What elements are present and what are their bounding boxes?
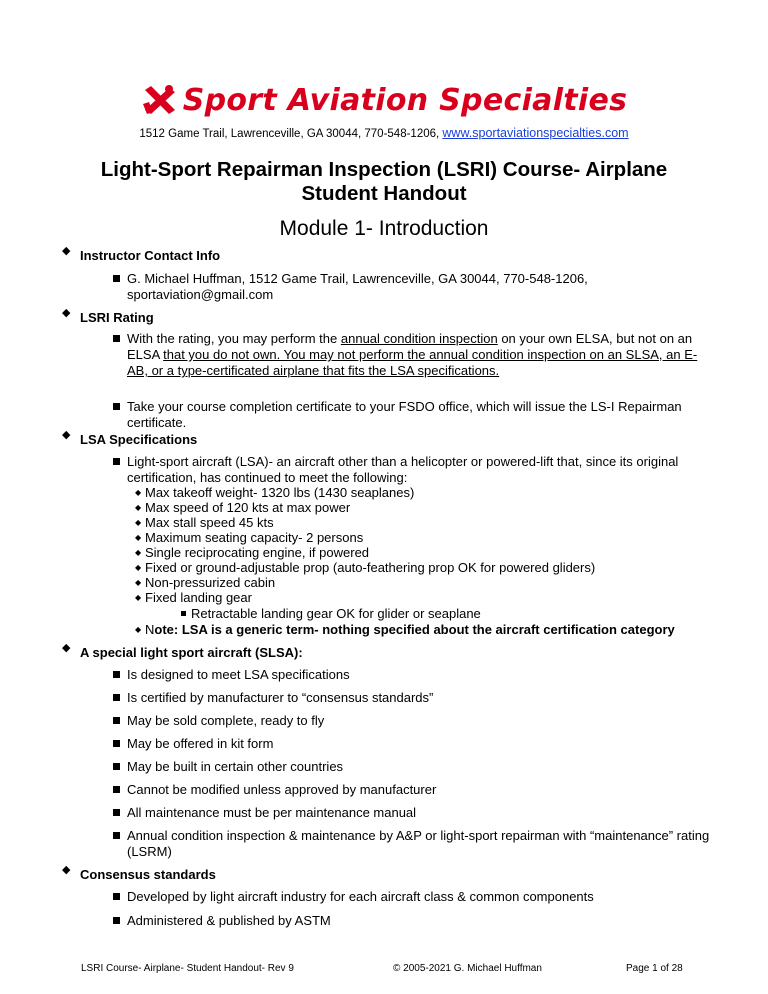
item-text: Take your course completion certificate to your FSDO office, which will issue the LS-I Repairman — [127, 399, 682, 414]
square-bullet-icon — [113, 917, 120, 924]
list-item — [127, 454, 687, 486]
item-text: Light-sport aircraft (LSA)- an aircraft other than a helicopter or powered-lift that, since its original — [127, 454, 679, 469]
section-instructor — [62, 245, 221, 263]
section-lsri — [62, 307, 154, 325]
item-text: ELSA that you do not own. You may not perform the annual condition inspection on an SLSA, an E- — [127, 347, 698, 362]
square-bullet-icon — [113, 786, 120, 793]
diamond-bullet-icon: ◆ — [62, 307, 71, 319]
diamond-bullet-icon: ◆ — [135, 488, 142, 497]
logo — [0, 83, 768, 118]
section-consensus — [62, 864, 216, 882]
section-lsa — [62, 429, 198, 447]
item-text: Annual condition inspection & maintenance by A&P or light-sport repairman with “maintenance” rating — [127, 828, 710, 843]
list-item — [127, 331, 707, 379]
square-bullet-icon — [113, 763, 120, 770]
list-item: May be sold complete, ready to fly — [127, 713, 687, 729]
module-title: Module 1- Introduction — [279, 217, 489, 240]
item-text: certificate. — [127, 415, 187, 430]
square-bullet-icon — [113, 740, 120, 747]
spec-item: ◆ Max speed of 120 kts at max power — [135, 500, 351, 515]
item-text: With the rating, you may perform the annual condition inspection on your own ELSA, but not on an — [127, 331, 693, 346]
square-bullet-icon — [113, 832, 120, 839]
footer-page-number: Page 1 of 28 — [626, 963, 683, 974]
diamond-bullet-icon: ◆ — [135, 548, 142, 557]
diamond-bullet-icon: ◆ — [62, 429, 71, 441]
list-item: Is designed to meet LSA specifications — [127, 667, 687, 683]
section-heading: Consensus standards — [80, 867, 216, 882]
section-slsa — [62, 642, 303, 660]
diamond-bullet-icon: ◆ — [135, 578, 142, 587]
item-text: sportaviation@gmail.com — [127, 287, 274, 302]
diamond-bullet-icon: ◆ — [62, 864, 71, 876]
section-heading: LSRI Rating — [80, 310, 154, 325]
website-link[interactable]: www.sportaviationspecialties.com — [442, 126, 629, 140]
diamond-bullet-icon: ◆ — [135, 593, 142, 602]
list-item: Administered & published by ASTM — [127, 913, 687, 929]
item-text: (LSRM) — [127, 844, 172, 859]
list-item: Is certified by manufacturer to “consensus standards” — [127, 690, 687, 706]
spec-item: ◆ Fixed or ground-adjustable prop (auto-feathering prop OK for powered gliders) — [135, 560, 596, 575]
section-heading: A special light sport aircraft (SLSA): — [80, 645, 303, 660]
section-heading: LSA Specifications — [80, 432, 198, 447]
item-text: G. Michael Huffman, 1512 Game Trail, Lawrenceville, GA 30044, 770-548-1206, — [127, 271, 588, 286]
address-line — [0, 126, 768, 140]
diamond-bullet-icon: ◆ — [135, 563, 142, 572]
square-bullet-icon — [113, 275, 120, 282]
diamond-bullet-icon: ◆ — [62, 245, 71, 257]
square-bullet-icon — [113, 403, 120, 410]
diamond-bullet-icon: ◆ — [135, 518, 142, 527]
list-item — [127, 399, 687, 431]
list-item — [127, 271, 687, 303]
note-item: ◆ Note: LSA is a generic term- nothing specified about the aircraft certification category — [135, 622, 675, 637]
document-title-line1: Light-Sport Repairman Inspection (LSRI) Course- Airplane — [100, 158, 668, 181]
footer-left: LSRI Course- Airplane- Student Handout- Rev 9 — [81, 963, 294, 974]
square-bullet-icon — [113, 671, 120, 678]
airplane-logo-icon — [141, 84, 179, 118]
diamond-bullet-icon: ◆ — [135, 533, 142, 542]
diamond-bullet-icon: ◆ — [62, 642, 71, 654]
spec-item: ◆ Max stall speed 45 kts — [135, 515, 274, 530]
square-bullet-icon — [113, 893, 120, 900]
diamond-bullet-icon: ◆ — [135, 625, 142, 634]
list-item — [127, 828, 727, 860]
spec-item: ◆ Max takeoff weight- 1320 lbs (1430 seaplanes) — [135, 485, 415, 500]
square-bullet-icon — [113, 809, 120, 816]
square-bullet-icon — [113, 694, 120, 701]
list-item: May be offered in kit form — [127, 736, 687, 752]
square-bullet-icon — [113, 458, 120, 465]
spec-item: ◆ Maximum seating capacity- 2 persons — [135, 530, 364, 545]
spec-item: ◆ Non-pressurized cabin — [135, 575, 276, 590]
spec-item: ◆ Fixed landing gear — [135, 590, 252, 605]
list-item: Developed by light aircraft industry for each aircraft class & common components — [127, 889, 687, 905]
sub-spec-item: Retractable landing gear OK for glider or seaplane — [191, 606, 481, 621]
document-title-line2: Student Handout — [301, 182, 467, 205]
diamond-bullet-icon: ◆ — [135, 503, 142, 512]
item-text: AB, or a type-certificated airplane that fits the LSA specifications. — [127, 363, 500, 378]
logo-title: Sport Aviation Specialties — [182, 83, 628, 118]
list-item: May be built in certain other countries — [127, 759, 687, 775]
section-heading: Instructor Contact Info — [80, 248, 221, 263]
square-bullet-icon — [113, 335, 120, 342]
square-bullet-icon — [113, 717, 120, 724]
footer-center: © 2005-2021 G. Michael Huffman — [393, 963, 542, 974]
square-bullet-icon — [181, 611, 186, 616]
list-item: Cannot be modified unless approved by manufacturer — [127, 782, 687, 798]
address-text: 1512 Game Trail, Lawrenceville, GA 30044, 770-548-1206, — [139, 128, 440, 140]
item-text: certification, has continued to meet the following: — [127, 470, 408, 485]
spec-item: ◆ Single reciprocating engine, if powered — [135, 545, 370, 560]
list-item: All maintenance must be per maintenance manual — [127, 805, 687, 821]
